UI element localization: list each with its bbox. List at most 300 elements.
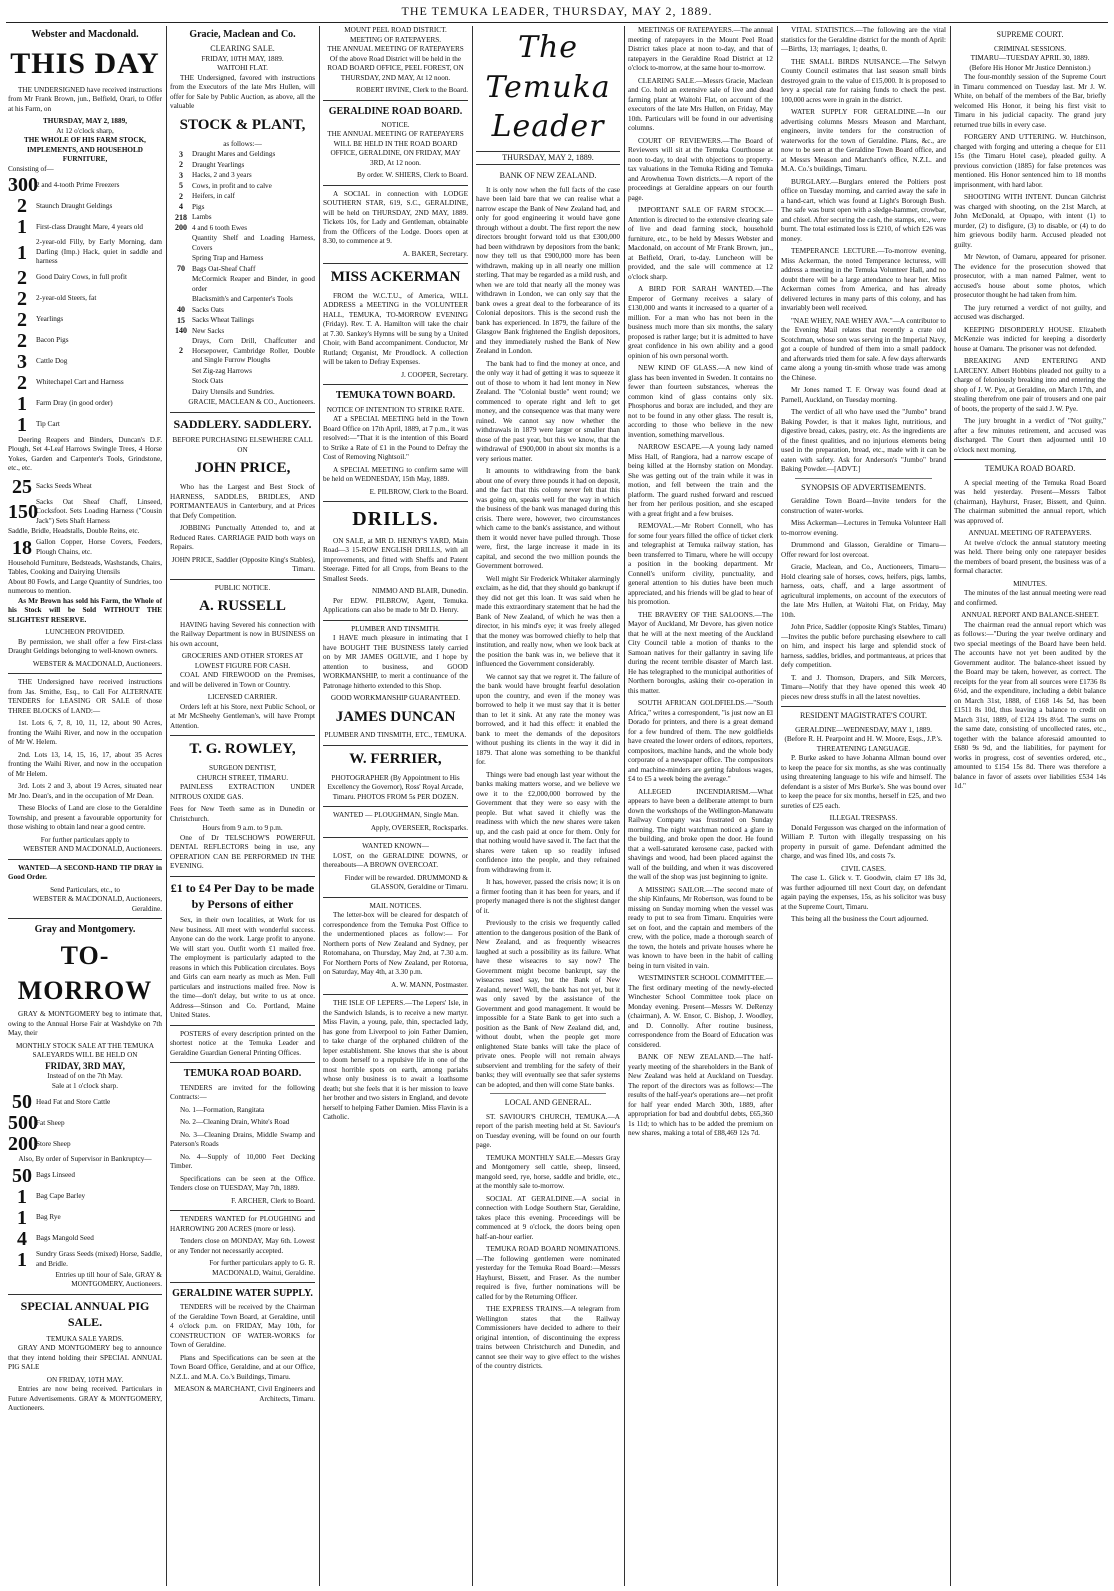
news-item: "NAE WHEY, NAE WHEY AVA."—A contributor to the Evening Mail relates that recently a crate old Scotchman, whose son was serving in the Imperial Navy, got a couple of hundred of them into a small paddock and afterwards tried them for sale. A few days afterwards came along a young tin-smith whose trade was among the Chinese. — [781, 316, 946, 382]
item-description: Whitechapel Cart and Harness — [36, 378, 124, 387]
list-item — [8, 373, 162, 393]
list-item — [8, 1229, 162, 1249]
news-item: IMPORTANT SALE OF FARM STOCK.—Attention is directed to the extensive clearing sale of live and dead farming stock, household furniture, etc., to be held by Messrs Webster and Macdonald, on account of Mr Frank Brown, jun., at Belfield, Orari, to-day. Luncheon will be provided, and the sale will commence at 12 o'clock sharp. — [628, 206, 773, 281]
list-item — [8, 268, 162, 288]
sacks-list — [8, 477, 162, 527]
road-board-heading: TEMUKA ROAD BOARD. — [183, 1068, 302, 1080]
item-quantity: 2 — [17, 195, 27, 218]
local-news-cont — [628, 26, 773, 1139]
list-item — [8, 1113, 162, 1133]
geraldine-rb-heading: GERALDINE ROAD BOARD. — [328, 105, 463, 117]
article-paragraph: We cannot say that we regret it. The failure of the bank would have brought fearful desolation upon the country, and even if the money was borrowed to help it we must say that it is better than to let it sink. At any rate the money was borrowed, and it had this effect: it enabled the bank to meet the demands of the depositors without pushing its clients in the way it did in 1879. That alone was something to be thankful for. — [476, 672, 620, 767]
friday-date: FRIDAY, 3RD MAY, — [45, 1060, 125, 1071]
court-reports — [954, 73, 1106, 455]
contract-item: No. 3—Cleaning Drains, Middle Swamp and Paterson's Roads — [170, 1130, 315, 1149]
signoff: A. BAKER, Secretary. — [402, 249, 468, 258]
signoff: By order. W. SHIERS, Clerk to Board. — [356, 171, 468, 180]
item-quantity: 2 — [17, 329, 27, 352]
strike-body: AT a SPECIAL MEETING held in the Town Board Office on 17th April, 1889, at 7 p.m., it was resolved:—"That it is the intention of this Board to Strike a Rate of £1 in the Pound to Defray the Cost of Removing Nightsoil." — [323, 415, 468, 462]
item-description: Head Fat and Store Cattle — [36, 1097, 111, 1106]
list-item — [170, 316, 315, 326]
road-board-body: TENDERS are invited for the following Contracts:— — [170, 1083, 315, 1102]
item-quantity: 200 — [8, 1133, 38, 1156]
posters-text: POSTERS of every description printed on the shortest notice at the Temuka Leader and Geraldine Guardian General Printing Offices. — [170, 1029, 315, 1057]
item-quantity: 50 — [12, 1091, 32, 1114]
separator — [170, 1282, 315, 1283]
signoff: For further particulars apply to G. R. MACDONALD, Waitui, Geraldine. — [209, 1259, 315, 1277]
list-item — [170, 234, 315, 253]
column-4 — [476, 26, 620, 1586]
wanted-send: Send Particulars, etc., to — [50, 885, 120, 894]
pig-intro: GRAY AND MONTGOMERY beg to announce that they intend holding their SPECIAL ANNUAL PIG SALE — [8, 1344, 162, 1372]
cattle-list — [8, 1092, 162, 1154]
hours-text: Hours from 9 a.m. to 9 p.m. — [202, 824, 283, 833]
separator — [170, 1025, 315, 1026]
russell-body: HAVING having Severed his connection with the Railway Department is now in BUSINESS on his own account, — [170, 620, 315, 648]
guarantee-text: GOOD WORKMANSHIP GUARANTEED. — [330, 694, 461, 703]
list-item — [8, 394, 162, 414]
list-item — [170, 224, 315, 234]
separator — [170, 876, 315, 877]
clearing-heading: CLEARING SALE. — [210, 44, 275, 54]
item-description: Set Zig-zag Harrows — [192, 366, 252, 375]
list-item — [8, 217, 162, 237]
item-description: Drays, Corn Drill, Chaffcutter and Horsepower, Cambridge Roller, Double and Single Furrow Ploughs — [192, 337, 315, 365]
item-description: Store Sheep — [36, 1139, 71, 1148]
separator — [170, 1210, 315, 1211]
item-description: Cows, in profit and to calve — [192, 181, 272, 190]
report-heading: ANNUAL REPORT AND BALANCE-SHEET. — [961, 611, 1099, 620]
item-description: Bacon Pigs — [36, 336, 69, 345]
lots-3: 3rd. Lots 2 and 3, about 19 Acres, situated near Mr Jno. Dean's, and in the occupation of Mr Dean. — [8, 782, 162, 800]
fowls-text: About 80 Fowls, and Large Quantity of Sundries, too numerous to mention. — [8, 577, 162, 596]
item-description: 2 and 4-tooth Prime Freezers — [36, 180, 120, 189]
signoff: A. W. MANN, Postmaster. — [391, 980, 468, 989]
entries-text: Entries up till hour of Sale, GRAY & MONTGOMERY, Auctioneers. — [55, 1270, 162, 1289]
lots-1: 1st. Lots 6, 7, 8, 10, 11, 12, about 90 Acres, fronting the Waihi River, and now in the occupation of Mr W. Helem. — [8, 719, 162, 747]
issue-date: THURSDAY, MAY 2, 1889. — [476, 151, 620, 166]
item-description: Sacks Wheat Tailings — [192, 316, 254, 325]
rowley-title: SURGEON DENTIST, — [209, 764, 276, 773]
notice-heading: NOTICE. — [381, 120, 410, 129]
firm-heading: Gray and Montgomery. — [34, 924, 136, 936]
news-item: Mr Jones named T. F. Orway was found dead at Parnell, Auckland, on Tuesday morning. — [781, 386, 946, 404]
instead-text: Instead of on the 7th May. — [47, 1072, 123, 1081]
water-supply-body: TENDERS will be received by the Chairman of the Geraldine Town Board, at Geraldine, until 4 o'clock p.m. on FRIDAY, May 10th, for CONSTRUCTION OF WATER-WORKS for Town of Geraldine. — [170, 1303, 315, 1350]
article-paragraph: It amounts to withdrawing from the bank about one of every three pounds it had on deposit, and the fact that this colony never felt that this was going on, speaks well for the way in which the business of the bank was managed during this crisis. There were, however, two circumstances which came to the bank's assistance, and without them it would never have pulled through. Those were, first, the large increase it made in its capital, and second the two million pounds the Government borrowed. — [476, 467, 620, 571]
list-item — [170, 161, 315, 171]
signoff: WEBSTER & MACDONALD, Auctioneers. — [32, 659, 162, 668]
list-item — [8, 238, 162, 267]
item-description: Good Dairy Cows, in full profit — [36, 273, 128, 282]
signoff: MEASON & MARCHANT, Civil Engineers and Architects, Timaru. — [174, 1385, 315, 1403]
lots-2: 2nd. Lots 13, 14, 15, 16, 17, about 35 Acres fronting the Waihi River, and now in the occupation of Mr Helem. — [8, 750, 162, 778]
lepers-article: THE ISLE OF LEPERS.—The Lepers' Isle, in the Sandwich Islands, is to receive a new martyr. Miss Flavin, a young, pale, thin, spectacled lady, has gone from Liverpool to join Father Damien, to take charge of the orphaned children of the leper establishment. She knows that she is about to doom herself to a repulsive life in one of the most horrible spots on earth, among pariahs whose only business is to await a loathsome death; but she feels that it is her mission to leave her brother and two sisters in England, and devote herself to helping Father Damien. Miss Flavin is a Catholic. — [323, 999, 468, 1122]
news-item: TEMUKA ROAD BOARD NOMINATIONS.—The following gentlemen were nominated yesterday for the Temuka Road Board:—Messrs Hayhurst, Bissett, and Fraser. As the number required is five, further nominations will be called for by the Returning Officer. — [476, 1245, 620, 1301]
rowley-address: CHURCH STREET, TIMARU. — [196, 773, 289, 782]
news-item: REMOVAL.—Mr Robert Connell, who has for some four years filled the office of ticket clerk and telegraphist at Temuka railway station, has been transferred to Timaru, where he will occupy a position in the booking department. Mr Connell's uniform civility, punctuality, and general attention to his duties have been much appreciated, and his friends will be glad to hear of his promotion. — [628, 522, 773, 606]
threat-heading: THREATENING LANGUAGE. — [816, 744, 911, 753]
gm-intro: GRAY & MONTGOMERY beg to intimate that, owing to the Annual Horse Fair at Washdyke on 7th May, their — [8, 1010, 162, 1038]
mail-body: The letter-box will be cleared for despatch of correspondence from the Temuka Post Office to the undermentioned places as follow:— For Northern ports of New Zealand and Sydney, per Rotomahana, on Thursday, May 2nd, at 7.30 a.m. For Northern Ports of New Zealand, per Rotorua, on Saturday, May 4th, at 3.30 p.m. — [323, 911, 468, 977]
list-item — [170, 377, 315, 387]
local-news-cont-2 — [781, 26, 946, 475]
item-quantity: 3 — [17, 350, 27, 373]
separator — [781, 706, 946, 707]
separator — [323, 837, 468, 838]
john-price-jobbing: JOBBING Punctually Attended to, and at Reduced Rates. CARRIAGE PAID both ways on Repairs. — [170, 524, 315, 552]
contract-item: No. 4—Supply of 10,000 Feet Decking Timber. — [170, 1152, 315, 1171]
list-item — [170, 275, 315, 294]
item-quantity: 4 — [179, 202, 183, 212]
bank-article — [476, 186, 620, 1091]
court-report: FORGERY AND UTTERING. W. Hutchinson, charged with forging and uttering a cheque for £11 15s (the Timaru Hotel case), pleaded guilty. A previous conviction (1885) for false pretences was mentioned. His Honor sentenced him to 18 months imprisonment, with hard labor. — [954, 133, 1106, 189]
news-item: COURT OF REVIEWERS.—The Board of Reviewers will sit at the Temuka Courthouse at noon to-day, to deal with objections to property-tax valuations in the Temuka Riding and Temuka and Arowhenua Town districts.—A report of the proceedings at Geraldine appears on our fourth page. — [628, 136, 773, 202]
list-item — [8, 538, 162, 558]
signoff: F. ARCHER, Clerk to Board. — [231, 1196, 315, 1205]
list-item — [170, 306, 315, 316]
item-quantity: 2 — [17, 308, 27, 331]
duncan-sub: PLUMBER AND TINSMITH, ETC., TEMUKA. — [324, 731, 467, 740]
item-quantity: 4 — [17, 1227, 27, 1250]
item-quantity: 2 — [179, 191, 183, 201]
item-description: Draught Mares and Geldings — [192, 150, 276, 159]
masthead-rule — [6, 22, 1108, 23]
rm-court-sub: GERALDINE—WEDNESDAY, MAY 1, 1889. — [795, 725, 932, 734]
carrier-heading: LICENSED CARRIER. — [207, 693, 278, 702]
monthly-sale: MONTHLY STOCK SALE AT THE TEMUKA SALEYARDS WILL BE HELD ON — [15, 1041, 155, 1060]
item-description: Bags Oat-Sheaf Chaff — [192, 264, 256, 273]
supreme-court-date: TIMARU—TUESDAY APRIL 30, 1889. — [970, 54, 1090, 63]
plough-close: Tenders close on MONDAY, May 6th. Lowest or any Tender not necessarily accepted. — [170, 1237, 315, 1255]
pig-entries: Entries are now being received. Particulars in Future Advertisements. GRAY & MONTGOMERY, Auctioneers. — [8, 1385, 162, 1413]
separator — [8, 859, 162, 860]
lost-text: LOST, on the GERALDINE DOWNS, or thereabouts—A BROWN OVERCOAT. — [323, 851, 468, 870]
article-paragraph: Well might Sir Frederick Whitaker alarmingly exclaim, as he did, that they should go bankrupt if they did not get this loan. It was said when he made this extraordinary statement that he had the Bank of New Zealand, of which he was then a director, in his mind's eye; it was freely alleged that the money was borrowed chiefly to help that institution, and really now, when we look back at the position the bank was in, we believe that it influenced the Government considerably. — [476, 574, 620, 669]
item-description: Tip Cart — [36, 420, 60, 429]
item-description: Draught Yearlings — [192, 160, 245, 169]
plumber-body: I HAVE much pleasure in intimating that I have BOUGHT THE BUSINESS lately carried on by MR JAMES OGILVIE, and I hope by attention to business, and GOOD WORKMANSHIP, to merit a continuance of the Patronage hitherto extended to this Shop. — [323, 634, 468, 690]
geraldine-rb-body: THE ANNUAL MEETING OF RATEPAYERS WILL BE HELD IN THE ROAD BOARD OFFICE, GERALDINE, ON FRIDAY, MAY 3RD, At 12 noon. — [327, 130, 464, 167]
firm-heading: Webster and Macdonald. — [31, 29, 139, 40]
stock-list — [170, 150, 315, 397]
court-report: The jury brought in a verdict of "Not guilty," after a few minutes retirement, and accused was discharged. The Court then adjourned until 10 o'clock next morning. — [954, 417, 1106, 454]
separator — [8, 918, 162, 919]
item-description: Blacksmith's and Carpenter's Tools — [192, 295, 293, 304]
supreme-court-before: (Before His Honor Mr Justice Denniston.) — [969, 63, 1091, 72]
separator — [323, 806, 468, 807]
item-description: Bag Cape Barley — [36, 1192, 86, 1201]
list-item — [170, 265, 315, 275]
criminal-sessions: CRIMINAL SESSIONS. — [993, 44, 1067, 53]
item-description: Sundry Grass Seeds (mixed) Horse, Saddle, and Bridle. — [36, 1250, 162, 1268]
column-divider — [950, 26, 951, 1586]
article-paragraph: Previously to the crisis we frequently called attention to the dangerous position of the Bank of New Zealand, and as frequently wiseacres laughed at such a possibility as its failure. What have these wiseacres to say now? The Government might become bankrupt, say the wiseacres used say, but the Bank of New Zealand, never! Well, the bank has not yet, but it was only saved by the assistance of the Government and good management. It would be impossible for a State Bank to get into such a position as the Bank of New Zealand did, and, without doubt, when the people get more enlightened State banks will take the place of private ones. People will not remain always subservient and trembling for the safety of their banks; they will eventually see that safer systems can be adopted, and then will come State banks. — [476, 919, 620, 1089]
signoff: J. COOPER, Secretary. — [401, 370, 468, 379]
this-day-heading: THIS DAY — [10, 47, 160, 81]
item-quantity: 300 — [8, 174, 38, 197]
item-quantity: 25 — [12, 475, 32, 498]
signoff: GRACIE, MACLEAN & CO., Auctioneers. — [188, 398, 315, 407]
john-price-heading: JOHN PRICE, — [194, 460, 291, 477]
article-paragraph: It is only now when the full facts of the case have been laid bare that we can realise what a narrow escape the Bank of New Zealand had, and only for good engineering it would have gone through without a doubt. The first report the new directors brought forward told us that £300,000 had been withdrawn by depositors from the bank; now they tell us that £900,000 more has been withdrawn, making up in all nearly one million sterling. That may be regarded as a mild rush, and when we are told that nearly all the money was withdrawn in London, we can only say that the bank owes a great deal to the forbearance of its Colonial depositors. This is the second rush the bank has experienced. In 1879, the failure of the Glasgow Bank frightened the English depositors, and they immediately rushed the Bank of New Zealand in London. — [476, 185, 620, 356]
list-item — [8, 289, 162, 309]
news-item: THE EXPRESS TRAINS.—A telegram from Wellington states that the Railway Commissioners have decided to adhere to their original intention, of discontinuing the express trains between Christchurch and Dunedin, and cannot see their way to give effect to the wishes of the country districts. — [476, 1305, 620, 1371]
drills-body: ON SALE, at MR D. HENRY'S YARD, Main Road—3 15-ROW ENGLISH DRILLS, with all improvements, and fitted with Sheffs and Patent Steerage. Fitted for all Crops, from Beans to the Smallest Seeds. — [323, 536, 468, 583]
item-quantity: 200 — [175, 223, 187, 233]
clearing-date: FRIDAY, 10TH MAY, 1889. — [201, 54, 284, 63]
separator — [8, 673, 162, 674]
seed-list — [8, 1166, 162, 1270]
road-board-spec: Specifications can be seen at the Office. Tenders close on TUESDAY, May 7th, 1889. — [170, 1174, 315, 1193]
court-report: BREAKING AND ENTERING AND LARCENY. Albert Hobbins pleaded not guilty to a charge of feloniously breaking into and entering the shop of J. W. Pye, at Geraldine, on March 17th, and stealing therefrom one pair of trousers and one pair of boots, the property of the said J. W. Pye. — [954, 357, 1106, 413]
news-item: VITAL STATISTICS.—The following are the vital statistics for the Geraldine district for the month of April:—Births, 13; marriages, 1; deaths, 0. — [781, 26, 946, 53]
permission-text: By permission, we shall offer a few First-class Draught Geldings belonging to well-known owners. — [8, 637, 162, 656]
john-price-body: Who has the Largest and Best Stock of HARNESS, SADDLES, BRIDLES, AND PORTMANTEAUS in Canterbury, and at Prices that Defy Competition. — [170, 483, 315, 520]
rm-case-2: Donald Fergusson was charged on the information of William P. Turton with illegally trespassing on his property in pursuit of game. Defendant admitted the charge, and was fined 10s, and costs 7s. — [781, 823, 946, 861]
news-item: CLEARING SALE.—Messrs Gracie, Maclean and Co. hold an extensive sale of live and dead farming plant at Waitohi Flat, on account of the executors of the late Mrs Hullen, on Friday, May 10th. Particulars will be found in our advertising columns. — [628, 76, 773, 132]
list-item — [8, 310, 162, 330]
local-heading: LOCAL AND GENERAL. — [504, 1098, 592, 1108]
pig-sale-heading: SPECIAL ANNUAL PIG SALE. — [20, 1298, 150, 1329]
item-quantity: 18 — [12, 536, 32, 559]
list-item — [8, 352, 162, 372]
separator — [323, 620, 468, 621]
auction-time: At 12 o'clock sharp, — [56, 126, 114, 135]
contract-item: No. 1—Formation, Rangitata — [180, 1105, 265, 1114]
pig-date: ON FRIDAY, 10TH MAY. — [46, 1375, 124, 1384]
per-day-heading: £1 to £4 Per Day to be made by Persons of either — [170, 880, 315, 911]
separator — [323, 501, 468, 502]
item-description: 2-year-old Filly, by Early Morning, dam Darling (Imp.) Hack, quiet in saddle and harness — [36, 238, 162, 266]
signoff: WEBSTER & MACDONALD, Auctioneers, Geraldine. — [32, 895, 162, 913]
signoff: JOHN PRICE, Saddler (Opposite King's Stables), Timaru. — [171, 555, 315, 574]
list-item — [170, 192, 315, 202]
item-description: Hacks, 2 and 3 years — [192, 171, 252, 180]
synopsis-item: Drummond and Glasson, Geraldine or Timaru—Offer reward for lost overcoat. — [781, 541, 946, 559]
separator — [170, 412, 315, 413]
copper-list — [8, 538, 162, 558]
item-description: Stock Oats — [192, 377, 224, 386]
list-item — [170, 388, 315, 398]
clearing-place: WAITOHI FLAT. — [217, 64, 268, 73]
list-item — [8, 1208, 162, 1228]
court-report: SHOOTING WITH INTENT. Duncan Gilchrist was charged with shooting, on the 21st March, at John McDonald, at Opuapo, with intent (1) to murder, (2) to disfigure, (3) to disable, or (4) to do him grievous bodily harm. Accused pleaded not guilty. — [954, 193, 1106, 249]
firm-heading: Gracie, Maclean and Co. — [189, 29, 296, 40]
item-quantity: 2 — [179, 346, 183, 356]
item-description: Heifers, in calf — [192, 192, 235, 201]
list-item — [8, 1250, 162, 1270]
list-item — [170, 337, 315, 366]
news-item: TEMPERANCE LECTURE.—To-morrow evening, Miss Ackerman, the noted Temperance lecturess, will address a meeting in the Temuka Volunteer Hall, and no doubt there will be a large attendance to hear her. Miss Ackerman comes from America, and has already delivered lectures in many parts of this colony, and has invariably been well received. — [781, 247, 946, 312]
painless-text: PAINLESS EXTRACTION UNDER NITROUS OXIDE GAS. — [170, 783, 315, 801]
separator — [490, 1093, 606, 1094]
court-report: KEEPING DISORDERLY HOUSE. Elizabeth McKenzie was indicted for keeping a disorderly house at Oamaru. The prisoner was not defended. — [954, 325, 1106, 353]
item-quantity: 3 — [179, 149, 183, 159]
public-notice-heading: PUBLIC NOTICE. — [214, 583, 271, 592]
auction-whole: THE WHOLE OF HIS FARM STOCK, IMPLEMENTS, AND HOUSEHOLD FURNITURE, — [24, 136, 146, 164]
item-description: Bags Linseed — [36, 1171, 75, 1180]
list-item — [8, 175, 162, 195]
synopsis-item: Geraldine Town Board—Invite tenders for the construction of water-works. — [781, 497, 946, 515]
russell-heading: A. RUSSELL — [199, 598, 286, 615]
trb-heading: TEMUKA ROAD BOARD. — [984, 464, 1076, 474]
item-quantity: 1 — [17, 1206, 27, 1229]
item-quantity: 218 — [175, 212, 187, 222]
separator — [170, 1062, 315, 1063]
page-masthead: THE TEMUKA LEADER, THURSDAY, MAY 2, 1889. — [401, 4, 713, 18]
list-item — [8, 1134, 162, 1154]
synopsis-list — [781, 497, 946, 702]
mount-peel-body: THE ANNUAL MEETING OF RATEPAYERS Of the above Road District will be held in the ROAD BOARD OFFICE, PEEL FOREST, ON THURSDAY, 2ND MAY, At 12 noon. — [327, 45, 464, 82]
news-item: NARROW ESCAPE.—A young lady named Miss Hall, of Rangiora, had a narrow escape of being killed at the Hornsby station on Monday. She was getting out of the train while it was in motion, and fell between the train and the platform. The guard rushed forward and rescued her from her perilous position, and she escaped with a great fright and a few bruises. — [628, 443, 773, 518]
meeting-heading: MEETING OF RATEPAYERS. — [349, 35, 442, 44]
item-quantity: 1 — [17, 413, 27, 436]
signoff: ROBERT IRVINE, Clerk to the Board. — [355, 86, 468, 94]
report-body: The chairman read the annual report which was as follows:—"During the year twelve ordinary and two special meetings of the Board have been held. The accounts have not yet been audited by the Government auditor. The balance-sheet issued by the Board may be taken, however, as correct. The receipts for the year from all sources were £1736 8s 6½d, and the expenditure, including a debit balance on March 31st, 1888, of £168 14s 5d, has been £1511 8s 10d, thus leaving a balance to credit on March 31st, 1889, of £124 19s 8½d. The sums on the same date, consisting of uncollected rates, etc., together with the balance aforesaid amounted to £680 9s 9d, and the liabilities, for payment for works in progress, cost of seventies ordered, etc., amounted to £154 15s 8d. There was therefore a balance in favor of assets over liabilities £534 14s 1d." — [954, 620, 1106, 791]
item-quantity: 1 — [17, 241, 27, 264]
ackerman-body: FROM the W.C.T.U., of America, WILL ADDRESS a MEETING in the VOLUNTEER HALL, TEMUKA, TO-MORROW EVENING (Friday). Rev. T. A. Hamilton will take the chair at 7.30. Sankey's Hymns will be sung by a United Choir, with Band accompaniment. Conductor, Mr Rutland; Organist, Mr Proudlock. A collection will be taken to Defray Expenses. — [323, 291, 468, 367]
separator — [323, 263, 468, 264]
item-quantity: 40 — [177, 305, 185, 315]
list-item — [170, 171, 315, 181]
separator — [323, 897, 468, 898]
separator — [323, 994, 468, 995]
list-item — [8, 1166, 162, 1186]
item-quantity: 70 — [177, 264, 185, 274]
before-text: BEFORE PURCHASING ELSEWHERE CALL ON — [172, 436, 313, 454]
item-description: First-class Draught Mare, 4 years old — [36, 222, 143, 231]
list-item — [170, 254, 315, 264]
clearing-intro: THE Undersigned, favored with instructions from the Executors of the late Mrs Hullen, will offer for Sale by Public Auction, as above, all the valuable — [170, 73, 315, 111]
fees-text: Fees for New Teeth same as in Dunedin or Christchurch. — [170, 805, 315, 823]
news-item: WESTMINSTER SCHOOL COMMITTEE.—The first ordinary meeting of the newly-elected Winchester School Committee took place on Monday evening. Present—Messrs W. DeRenzy (chairman), A. W. Ensor, C. Bishop, J. Woodley, and D. Connolly. After routine business, correspondence from the Board of Education was considered. — [628, 974, 773, 1049]
item-description: Cattle Dog — [36, 357, 68, 366]
synopsis-item: Miss Ackerman—Lectures in Temuka Volunteer Hall to-morrow evening. — [781, 519, 946, 537]
item-description: Sacks Oats — [192, 305, 224, 314]
ferrier-sub: PHOTOGRAPHER (By Appointment to His Excellency the Governor), Ross' Royal Arcade, Timaru. PHOTOS FROM 5s PER DOZEN. — [327, 773, 464, 801]
list-item — [8, 331, 162, 351]
pig-location: TEMUKA SALE YARDS. — [46, 1334, 124, 1343]
item-quantity: 2 — [17, 371, 27, 394]
further-text: For further particulars apply to — [40, 835, 130, 844]
signoff: Apply, OVERSEER, Rocksparks. — [370, 823, 468, 832]
local-news — [476, 1113, 620, 1372]
list-item — [8, 415, 162, 435]
supreme-court-heading: SUPREME COURT. — [996, 30, 1064, 39]
sale-time: Sale at 1 o'clock sharp. — [51, 1081, 119, 1090]
list-item — [8, 477, 162, 497]
wanted-ploughman: WANTED — PLOUGHMAN, Single Man. — [333, 811, 459, 820]
separator — [170, 579, 315, 580]
list-item — [8, 196, 162, 216]
water-supply-heading: GERALDINE WATER SUPPLY. — [172, 1288, 313, 1300]
town-board-heading: TEMUKA TOWN BOARD. — [335, 390, 456, 402]
as-follows: as follows:— — [223, 139, 262, 148]
item-quantity: 140 — [175, 326, 187, 336]
signoff: NIMMO AND BLAIR, Dunedin. — [371, 587, 468, 596]
ferrier-heading: W. FERRIER, — [349, 750, 442, 767]
social-body: A SOCIAL in connection with LODGE SOUTHERN STAR, 619, S.C., GERALDINE, will be held on THURSDAY, 2ND MAY, 1889. Tickets 10s, for Lady and Gentleman, obtainable from the Officers of the Lodge. Doors open at 8.30, to commence at 9. — [323, 189, 468, 246]
furniture-text: Household Furniture, Bedsteads, Washstands, Chairs, Tables, Cooking and Dairying Utensils — [8, 558, 162, 577]
item-quantity: 150 — [8, 501, 38, 524]
item-description: Fat Sheep — [36, 1118, 65, 1127]
court-report: The four-monthly session of the Supreme Court in Timaru commenced on Tuesday last. Mr J. W. White, on behalf of the members of the Bar, briefly welcomed His Honor, it being his first visit to Timaru in his judicial capacity. The grand jury returned true bills in every case. — [954, 73, 1106, 129]
rm-case-3: The case L. Glick v. T. Goodwin, claim £7 18s 3d, was further adjourned till next Court day, on defendant again paying the expenses, 15s, as his solicitor was busy at the Supreme Court, Timaru. — [781, 874, 946, 911]
livestock-list — [8, 175, 162, 435]
item-quantity: 1 — [17, 1185, 27, 1208]
item-quantity: 2 — [17, 266, 27, 289]
list-item — [8, 1092, 162, 1112]
trb-body: A special meeting of the Temuka Road Board was held yesterday. Present—Messrs Talbot (chairman), Hayhurst, Fraser, Bissett, and Quinn. The chairman submitted the annual report, which was approved of. — [954, 478, 1106, 525]
item-description: Sacks Seeds Wheat — [36, 482, 92, 491]
column-3 — [323, 26, 468, 1586]
column-divider — [319, 26, 320, 1586]
item-quantity: 3 — [179, 170, 183, 180]
saddlery-heading: SADDLERY. SADDLERY. — [173, 416, 312, 431]
annual-body: At twelve o'clock the annual statutory meeting was held. There being only one ratepayer besides the members of board present, the business was of a formal character. — [954, 538, 1106, 576]
list-item — [170, 367, 315, 377]
stock-plant-heading: STOCK & PLANT, — [179, 116, 306, 133]
item-quantity: 1 — [17, 216, 27, 239]
contracts-list — [170, 1106, 315, 1172]
trespass-heading: ILLEGAL TRESPASS. — [829, 814, 898, 823]
tomorrow-heading: TO-MORROW — [17, 941, 153, 1005]
separator — [323, 745, 468, 746]
signoff: Finder will be rewarded. DRUMMOND & GLASSON, Geraldine or Timaru. — [344, 873, 468, 892]
news-item: NEW KIND OF GLASS.—A new kind of glass has been invented in Sweden. It contains no fewer than fourteen substances, whereas the common kind of glass contains only six. Phosphorus and borax are included, and they are not to be found in any other glass. The result is, according to those who believe in the new invention, something marvellous. — [628, 364, 773, 439]
rm-case-4: This being all the business the Court adjourned. — [791, 915, 929, 924]
item-quantity: 2 — [179, 160, 183, 170]
rm-court-before: (Before R. H. Pearpoint and H. W. Moore, Esqs., J.P.'s. — [784, 735, 943, 744]
news-item: The verdict of all who have used the "Jumbo" brand Baking Powder, is that it makes light, nutritious, and digestive bread, cakes, pastry, etc. As the ingredients are of the finest qualities, and no injurious elements being used in the preparation, bread, etc., made with it can be eaten with safety. Ask for Anderson's "Jumbo" brand Baking Powder.—[ADVT.] — [781, 408, 946, 473]
saddle-text: Saddle, Bridle, Headstalls, Double Reins, etc. — [8, 527, 140, 536]
item-description: Sacks Oat Sheaf Chaff, Linseed, Cocksfoot. Sets Loading Harness ("Cousin Jack") Sets Shaft Harness — [36, 497, 162, 525]
rm-case-1: P. Burke asked to have Johanna Allman bound over to keep the peace for six months, as she was continually using threatening language to his wife and himself. The defendant is a sister of Mrs Burke's. She was bound over to keep the peace for six months, herself in £25, and two sureties of £25 each. — [781, 754, 946, 810]
coal-text: COAL AND FIREWOOD on the Premises, and will be delivered in Town or Country. — [170, 671, 315, 689]
news-item: A MISSING SAILOR.—The second mate of the ship Kinfauns, Mr Robertson, was found to be missing on Sunday morning when the vessel was ready to put to sea from Timaru. Enquiries were set on foot, and the captain and members of the crew, with the police, made a thorough search of the town, the hotels and private houses where he was known to have been in the habit of calling being in turn visited in vain. — [628, 885, 773, 970]
signoff: E. PILBROW, Clerk to the Board. — [369, 487, 468, 496]
rm-court-heading: RESIDENT MAGISTRATE'S COURT. — [799, 711, 928, 721]
list-item — [170, 295, 315, 305]
item-description: Farm Dray (in good order) — [36, 399, 113, 408]
wanted-known: WANTED KNOWN— — [362, 842, 429, 851]
strike-heading: NOTICE OF INTENTION TO STRIKE RATE. — [326, 405, 465, 414]
item-quantity: 1 — [17, 1248, 27, 1271]
duncan-heading: JAMES DUNCAN — [335, 708, 456, 725]
auction-intro: THE UNDERSIGNED have received instructions from Mr Frank Brown, jun., Belfield, Orari, to Offer at his Farm, on — [8, 85, 162, 113]
news-item: ST. SAVIOUR'S CHURCH, TEMUKA.—A report of the parish meeting held at St. Saviour's on Tuesday evening, will be found on our fourth page. — [476, 1112, 620, 1150]
mail-heading: MAIL NOTICES. — [369, 901, 422, 910]
newspaper-title: The Temuka Leader — [485, 30, 611, 145]
item-description: Pigs — [192, 202, 205, 211]
groceries-text: GROCERIES AND OTHER STORES AT LOWEST FIGURE FOR CASH. — [181, 652, 304, 670]
separator — [323, 100, 468, 101]
mount-peel-heading: MOUNT PEEL ROAD DISTRICT. — [344, 26, 447, 34]
news-item: THE SMALL BIRDS NUISANCE.—The Selwyn County Council estimates that last season small birds destroyed grain to the value of £15,000. It is proposed to levy a special rate for raising funds to check the pest. 100,000 acres were in grain in the district. — [781, 57, 946, 104]
column-divider — [472, 26, 473, 1586]
item-description: 2-year-old Steers, fat — [36, 294, 97, 303]
item-description: Quantity Shelf and Loading Harness, Covers — [192, 234, 315, 252]
article-paragraph: Things were bad enough last year without the banks making matters worse, and we believe we owe it to the £2,000,000 borrowed by the Government that they were so easy with the people. But what saved it chiefly was the readiness with which the new shares were taken up, and the cash paid at once for them. Only for that nothing would have saved it. The fact that the shares were taken up so readily infused confidence into the people, and they refrained from withdrawing from it. — [476, 770, 620, 874]
column-divider — [777, 26, 778, 1586]
plough-tender: TENDERS WANTED for PLOUGHING and HARROWING 200 ACRES (more or less). — [170, 1215, 315, 1233]
annual-heading: ANNUAL MEETING OF RATEPAYERS. — [968, 529, 1092, 538]
separator — [323, 384, 468, 385]
item-description: Staunch Draught Geldings — [36, 201, 113, 210]
consisting-label: Consisting of— — [8, 164, 54, 173]
item-quantity: 50 — [12, 1164, 32, 1187]
